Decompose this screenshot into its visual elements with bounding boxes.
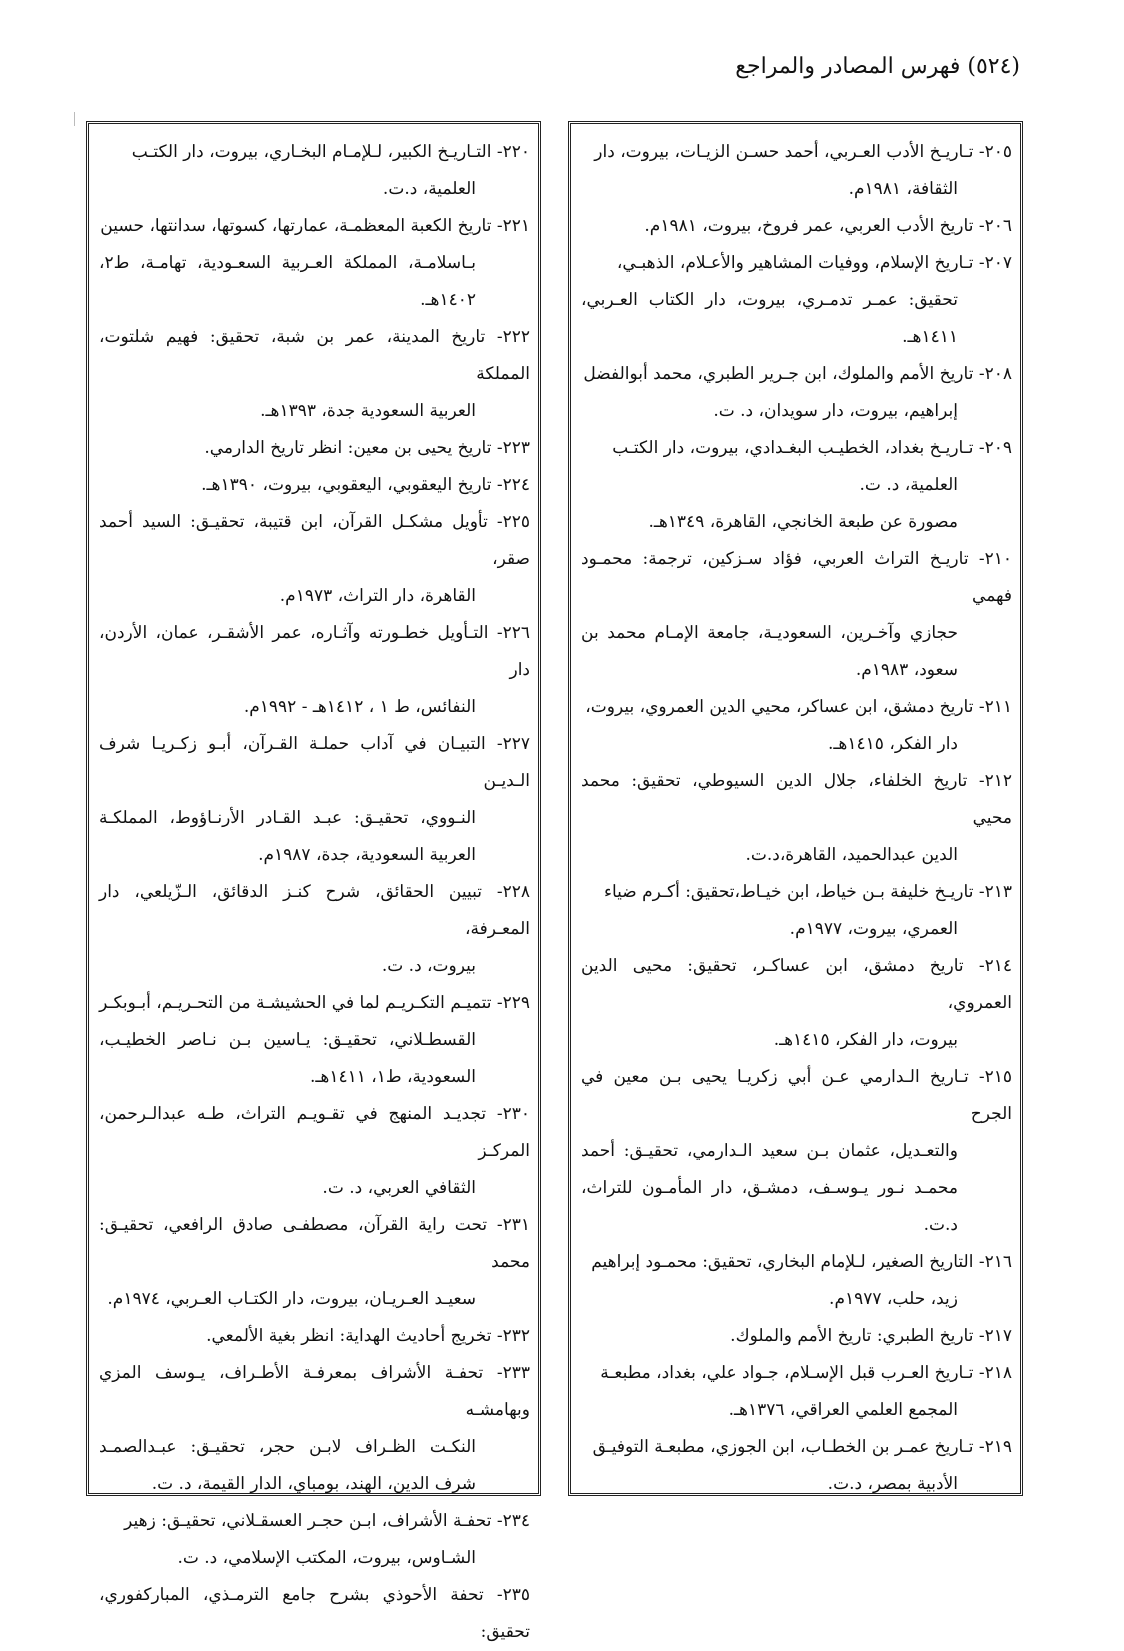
reference-entry <box>581 1244 1012 1318</box>
entry-number: ٢١١- <box>978 697 1012 717</box>
reference-entry <box>99 726 530 874</box>
entry-number: ٢٣٤- <box>496 1511 530 1531</box>
left-column <box>86 121 541 1642</box>
entry-continuation: سعيـد العـريـان، بيروت، دار الكتـاب العـربي، ١٩٧٤م. <box>107 1289 476 1309</box>
entry-text: تـاريـخ الأدب العـربي، أحمد حسـن الزيـات، بيروت، دار <box>594 142 979 162</box>
entry-number: ٢٣٣- <box>496 1363 530 1383</box>
entry-text: تاريخ الأدب العربي، عمر فروخ، بيروت، ١٩٨١م. <box>644 216 979 236</box>
entry-text: تجديـد المنهج في تقـويـم التراث، طـه عبدالـرحمن، المركـز <box>99 1104 530 1161</box>
entry-text: التبيـان في آداب حملـة القـرآن، أبـو زكـريـا شرف الـديـن <box>99 734 530 791</box>
entry-text: تاريخ الأمم والملوك، ابن جـرير الطبري، محمد أبوالفضل <box>583 364 979 384</box>
entry-continuation: تحقيق: عمـر تدمـري، بيروت، دار الكتاب العـربي، ١٤١١هـ. <box>581 290 958 347</box>
reference-entry <box>99 874 530 985</box>
reference-entry <box>581 948 1012 1059</box>
reference-entry <box>581 1429 1012 1503</box>
entry-continuation: والتعـديل، عثمان بـن سعيد الـدارمي، تحقيـق: أحمد محمـد نـور يـوسـف، دمشـق، دار المأمـون للتراث، د.ت. <box>581 1141 958 1235</box>
entry-continuation: الثقافي العربي، د. ت. <box>322 1178 476 1198</box>
reference-entry <box>581 356 1012 430</box>
entry-continuation: الثقافة، ١٩٨١م. <box>848 179 958 199</box>
entry-number: ٢١٧- <box>978 1326 1012 1346</box>
reference-entry <box>99 1318 530 1355</box>
entry-text: تـاريخ الـدارمي عـن أبي زكريـا يحيى بـن معين في الجرح <box>581 1067 1012 1124</box>
entry-number: ٢١٠- <box>978 549 1012 569</box>
entry-number: ٢٢٧- <box>496 734 530 754</box>
entry-text: تاريـخ خليفة بـن خياط، ابن خيـاط،تحقيق: أكـرم ضياء <box>603 882 979 902</box>
reference-entry <box>99 985 530 1096</box>
entry-text: تـاريـخ بغداد، الخطيـب البغـدادي، بيروت، دار الكتـب <box>612 438 979 458</box>
entry-continuation: العلمية، د.ت. <box>382 179 476 199</box>
entry-continuation: النفائس، ط ١ ، ١٤١٢هـ - ١٩٩٢م. <box>243 697 476 717</box>
entry-number: ٢٠٧- <box>978 253 1012 273</box>
reference-entry <box>581 1355 1012 1429</box>
entry-number: ٢٢٣- <box>496 438 530 458</box>
margin-mark <box>74 112 75 126</box>
entry-continuation: العمري، بيروت، ١٩٧٧م. <box>789 919 958 939</box>
entry-text: تحفـة الأشراف بمعرفـة الأطـراف، يـوسف المزي وبهامشـه <box>99 1363 530 1420</box>
reference-entry <box>581 763 1012 874</box>
reference-entry <box>581 689 1012 763</box>
reference-entry <box>581 1059 1012 1244</box>
entry-text: تحفـة الأشراف، ابـن حجـر العسقـلاني، تحقيـق: زهير <box>124 1511 497 1531</box>
entry-continuation: بيروت، د. ت. <box>381 956 476 976</box>
entry-text: تخريج أحاديث الهداية: انظر بغية الألمعي. <box>206 1326 497 1346</box>
entry-continuation: زيد، حلب، ١٩٧٧م. <box>829 1289 958 1309</box>
entry-text: تحت راية القرآن، مصطفـى صادق الرافعي، تحقيـق: محمد <box>99 1215 530 1272</box>
entry-continuation: القسطـلاني، تحقيـق: يـاسين بـن نـاصر الخطيـب، السعودية، ط١، ١٤١١هـ. <box>99 1030 476 1087</box>
reference-entry <box>99 467 530 504</box>
entry-text: تاريـخ التراث العربي، فؤاد سـزكين، ترجمة: محمـود فهمي <box>581 549 1012 606</box>
entry-continuation: القاهرة، دار التراث، ١٩٧٣م. <box>279 586 476 606</box>
entry-text: تاريخ دمشق، ابن عساكـر، تحقيق: محيى الدين العمروي، <box>581 956 1012 1013</box>
entry-number: ٢١٥- <box>978 1067 1012 1087</box>
entry-number: ٢٠٦- <box>978 216 1012 236</box>
reference-entry <box>581 134 1012 208</box>
reference-entry <box>581 541 1012 689</box>
entry-number: ٢٠٩- <box>978 438 1012 458</box>
entry-number: ٢٢٨- <box>496 882 530 902</box>
reference-entry <box>99 430 530 467</box>
entry-continuation: دار الفكر، ١٤١٥هـ. <box>828 734 958 754</box>
reference-entry <box>99 134 530 208</box>
entry-continuation: النكـت الظـراف لابـن حجر، تحقيـق: عبـدالصمـد شرف الدين، الهند، بومباي، الدار القيمة، د. ت. <box>99 1437 476 1494</box>
reference-entry <box>99 1577 530 1651</box>
entry-text: تاريخ يحيى بن معين: انظر تاريخ الدارمي. <box>204 438 497 458</box>
entry-number: ٢٢١- <box>496 216 530 236</box>
entry-continuation: إبراهيم، بيروت، دار سويدان، د. ت. <box>713 401 958 421</box>
entry-number: ٢٢٤- <box>496 475 530 495</box>
entry-text: تـاريخ العـرب قبل الإسـلام، جـواد علي، بغداد، مطبعـة <box>600 1363 979 1383</box>
entry-text: تتميـم التكـريـم لما في الحشيشـة من التحـريـم، أبـوبكـر <box>99 993 497 1013</box>
entry-number: ٢٣٢- <box>496 1326 530 1346</box>
entry-text: تاريخ المدينة، عمر بن شبة، تحقيق: فهيم شلتوت، المملكة <box>99 327 530 384</box>
entry-number: ٢٠٨- <box>978 364 1012 384</box>
entry-number: ٢٣٥- <box>496 1585 530 1605</box>
entry-number: ٢٣١- <box>496 1215 530 1235</box>
reference-entry <box>99 208 530 319</box>
entry-text: تحفة الأحوذي بشرح جامع الترمـذي، المباركفوري، تحقيق: <box>99 1585 530 1642</box>
reference-entry <box>99 1096 530 1207</box>
entry-number: ٢٢٢- <box>496 327 530 347</box>
entry-number: ٢١٦- <box>978 1252 1012 1272</box>
entry-continuation: النـووي، تحقيـق: عبـد القـادر الأرنـاؤوط، المملكـة العربية السعودية، جدة، ١٩٨٧م. <box>99 808 476 865</box>
entry-text: تـاريخ عمـر بن الخطـاب، ابن الجوزي، مطبعـة التوفيـق <box>592 1437 979 1457</box>
reference-entry <box>99 504 530 615</box>
entry-continuation: المجمع العلمي العراقي، ١٣٧٦هـ. <box>728 1400 958 1420</box>
entry-number: ٢٢٦- <box>496 623 530 643</box>
reference-entry <box>581 874 1012 948</box>
entry-continuation: بيروت، دار الفكر، ١٤١٥هـ. <box>773 1030 958 1050</box>
entry-text: تبيين الحقائق، شرح كنـز الدقائق، الـزّيلعي، دار المعـرفة، <box>99 882 530 939</box>
reference-entry <box>99 1503 530 1577</box>
entry-number: ٢١٢- <box>978 771 1012 791</box>
reference-entry <box>99 1207 530 1318</box>
entry-text: تأويل مشكـل القرآن، ابن قتيبة، تحقيـق: السيد أحمد صقر، <box>99 512 530 569</box>
entry-text: التـاريـخ الكبير، لـلإمـام البخـاري، بيروت، دار الكتـب <box>131 142 497 162</box>
entry-continuation: بـاسلامـة، المملكة العـربية السعـودية، تهامـة، ط٢، ١٤٠٢هـ. <box>99 253 476 310</box>
entry-text: التاريخ الصغير، لـلإمام البخاري، تحقيق: محمـود إبراهيم <box>591 1252 979 1272</box>
entry-number: ٢٢٩- <box>496 993 530 1013</box>
page-header: (٥٢٤) فهرس المصادر والمراجع <box>735 54 1020 79</box>
reference-entry <box>99 319 530 430</box>
entry-number: ٢٠٥- <box>978 142 1012 162</box>
entry-continuation: الدين عبدالحميد، القاهرة،د.ت. <box>745 845 958 865</box>
entry-text: تاريخ دمشق، ابن عساكر، محيي الدين العمروي، بيروت، <box>585 697 979 717</box>
entry-continuation: الأدبية بمصر، د.ت. <box>827 1474 958 1494</box>
entry-number: ٢٣٠- <box>496 1104 530 1124</box>
entry-text: تاريخ اليعقوبي، اليعقوبي، بيروت، ١٣٩٠هـ. <box>201 475 497 495</box>
entry-text: التـأويل خطـورته وآثـاره، عمر الأشقـر، عمان، الأردن، دار <box>99 623 530 680</box>
entry-number: ٢١٨- <box>978 1363 1012 1383</box>
reference-entry <box>581 430 1012 504</box>
entry-text: تاريخ الطبري: تاريخ الأمم والملوك. <box>730 1326 979 1346</box>
reference-entry <box>99 1355 530 1503</box>
reference-entry <box>581 1318 1012 1355</box>
reference-entry <box>581 208 1012 245</box>
entry-number: ٢٢٥- <box>496 512 530 532</box>
reference-entry <box>581 245 1012 356</box>
entry-continuation: الشـاوس، بيروت، المكتب الإسلامي، د. ت. <box>177 1548 476 1568</box>
reference-entry <box>99 615 530 726</box>
entry-continuation: العربية السعودية جدة، ١٣٩٣هـ. <box>260 401 476 421</box>
entry-continuation: حجازي وآخـرين، السعوديـة، جامعة الإمـام محمد بن سعود، ١٩٨٣م. <box>581 623 958 680</box>
entry-number: ٢٢٠- <box>496 142 530 162</box>
entry-text: تـاريخ الإسلام، ووفيات المشاهير والأعـلام، الذهبـي، <box>616 253 979 273</box>
right-column <box>568 121 1023 1496</box>
reference-note: مصورة عن طبعة الخانجي، القاهرة، ١٣٤٩هـ. <box>648 512 958 532</box>
entry-number: ٢١٤- <box>978 956 1012 976</box>
entry-text: تاريخ الخلفاء، جلال الدين السيوطي، تحقيق: محمد محيي <box>581 771 1012 828</box>
entry-number: ٢١٣- <box>978 882 1012 902</box>
entry-text: تاريخ الكعبة المعظمـة، عمارتها، كسوتها، سدانتها، حسين <box>100 216 497 236</box>
entry-number: ٢١٩- <box>978 1437 1012 1457</box>
entry-continuation: العلمية، د. ت. <box>859 475 958 495</box>
